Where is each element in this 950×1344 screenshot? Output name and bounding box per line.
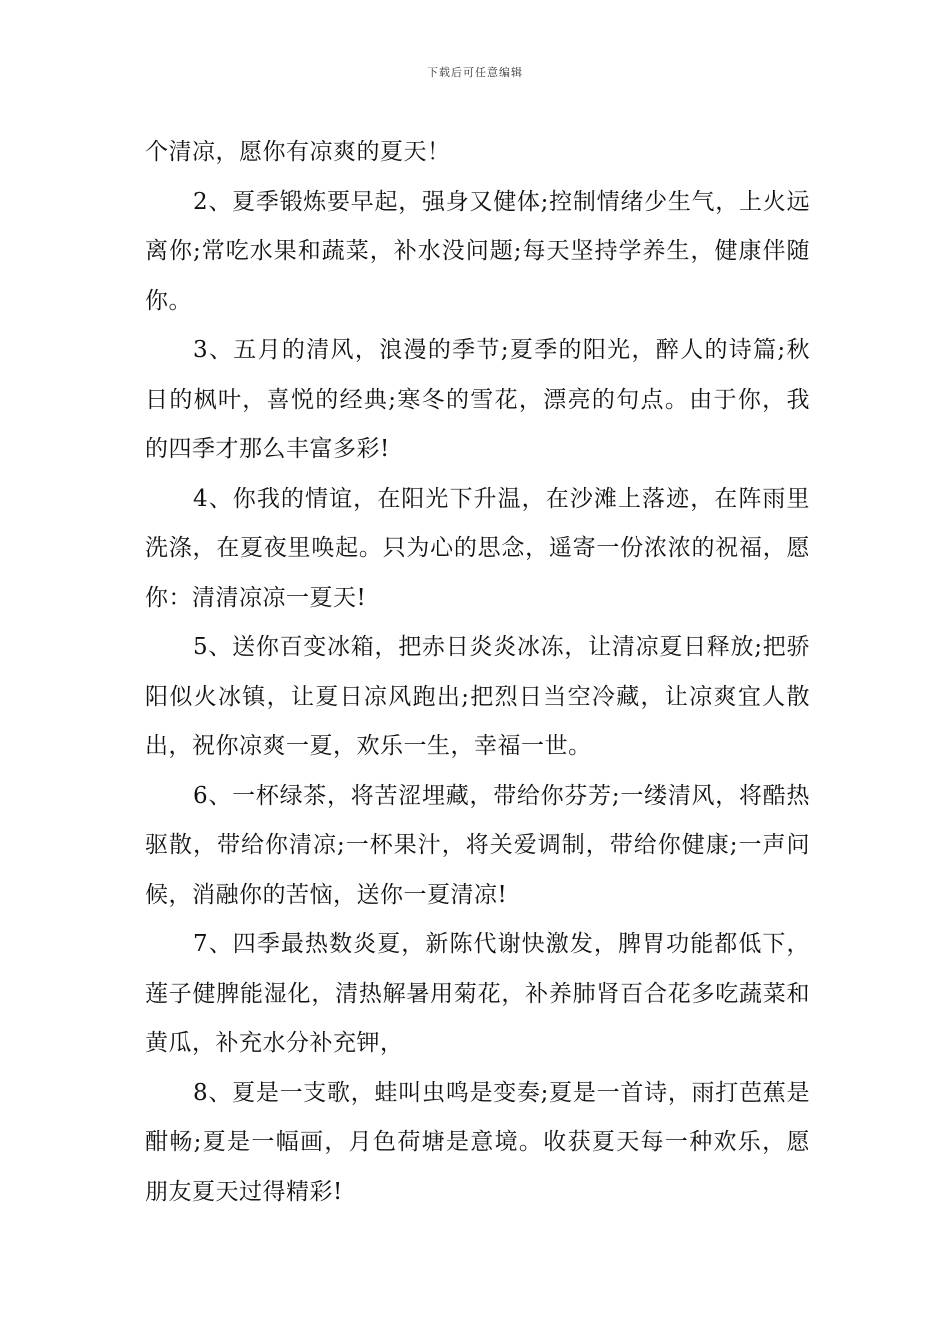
paragraph-item-8: 8、夏是一支歌，蛙叫虫鸣是变奏;夏是一首诗，雨打芭蕉是酣畅;夏是一幅画，月色荷塘是意境。收获夏天每一种欢乐，愿朋友夏天过得精彩! [145, 1079, 810, 1205]
document-body [145, 128, 810, 1217]
paragraph-continuation: 个清凉，愿你有凉爽的夏天！ [145, 139, 451, 165]
paragraph-item-6: 6、一杯绿茶，将苦涩埋藏，带给你芬芳;一缕清风，将酷热驱散，带给你清凉;一杯果汁，将关爱调制，带给你健康;一声问候，消融你的苦恼，送你一夏清凉! [145, 782, 810, 908]
paragraph-item-2: 2、夏季锻炼要早起，强身又健体;控制情绪少生气，上火远离你;常吃水果和蔬菜，补水没问题;每天坚持学养生，健康伴随你。 [145, 188, 810, 314]
page-header: 下载后可任意编辑 [427, 66, 523, 79]
paragraph-item-7: 7、四季最热数炎夏，新陈代谢快激发，脾胃功能都低下，莲子健脾能湿化，清热解暑用菊花，补养肺肾百合花多吃蔬菜和黄瓜，补充水分补充钾， [145, 931, 810, 1056]
paragraph-item-5: 5、送你百变冰箱，把赤日炎炎冰冻，让清凉夏日释放;把骄阳似火冰镇，让夏日凉风跑出;把烈日当空冷藏，让凉爽宜人散出，祝你凉爽一夏，欢乐一生，幸福一世。 [145, 634, 810, 759]
paragraph-item-4: 4、你我的情谊，在阳光下升温，在沙滩上落迹，在阵雨里洗涤，在夏夜里唤起。只为心的思念，遥寄一份浓浓的祝福，愿你：清清凉凉一夏天! [145, 485, 810, 611]
paragraph-item-3: 3、五月的清风，浪漫的季节;夏季的阳光，醉人的诗篇;秋日的枫叶，喜悦的经典;寒冬的雪花，漂亮的句点。由于你，我的四季才那么丰富多彩! [145, 337, 810, 462]
